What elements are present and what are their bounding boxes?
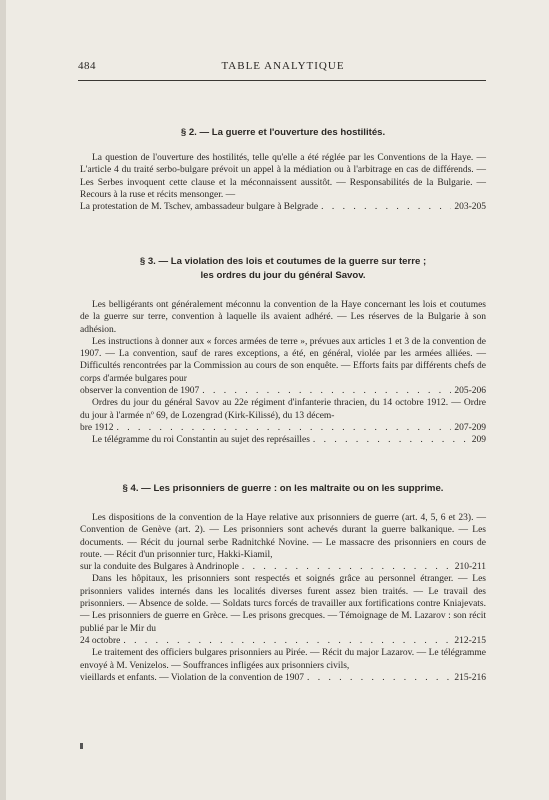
entry-pages: 203-205: [454, 202, 486, 213]
section-2: [80, 126, 486, 213]
entry-text: La protestation de M. Tschev, ambassadeur bulgare à Belgrade: [80, 202, 319, 213]
dot-leader: [307, 672, 451, 684]
running-title: TABLE ANALYTIQUE: [221, 60, 345, 72]
section-3-paragraph-2: Les instructions à donner aux « forces armées de terre », prévues aux articles 1 et 3 de la convention de 1907. — La convention, sauf de rares exceptions, a été, en général, violée par les armées alliées. — Difficultés rencontrées par la Commission au cours de son enquête. — Efforts faits par différents chefs de corps d'armée bulgares pour: [80, 336, 486, 384]
section-4-title: § 4. — Les prisonniers de guerre : on les maltraite ou on les supprime.: [122, 483, 444, 494]
dot-leader: [123, 635, 451, 647]
section-3-paragraph-3: Ordres du jour du général Savov au 22e régiment d'infanterie thracien, du 14 octobre 1912. — Ordre du jour à l'armée nº 69, de Lozengrad (Kirk-Kilissé), du 13 décem-: [80, 398, 486, 421]
entry-text: bre 1912: [80, 422, 114, 433]
section-2-title: § 2. — La guerre et l'ouverture des hostilités.: [180, 127, 386, 138]
entry-pages: 212-215: [454, 635, 486, 646]
section-3-title: [80, 255, 486, 283]
section-4-paragraph-3: Le traitement des officiers bulgares prisonniers au Pirée. — Récit du major Lazarov. — Le télégramme envoyé à M. Venizelos. — Souffrances infligées aux prisonniers civils,: [80, 648, 486, 671]
section-2-entry: [80, 201, 486, 213]
section-3: [80, 255, 486, 447]
dot-leader: [313, 434, 469, 446]
section-3-entry-2: [80, 422, 486, 434]
section-3-title-line1: § 3. — La violation des lois et coutumes de la guerre sur terre ;: [139, 256, 427, 267]
section-3-entry-1: [80, 385, 486, 397]
entry-pages: 205-206: [454, 386, 486, 397]
page-number: 484: [78, 60, 96, 72]
entry-pages: 215-216: [454, 672, 486, 683]
entry-pages: 207-209: [454, 422, 486, 433]
entry-text: 24 octobre: [80, 635, 121, 646]
entry-text: Le télégramme du roi Constantin au sujet des représailles: [92, 435, 310, 446]
section-3-title-line2: les ordres du jour du général Savov.: [200, 270, 366, 281]
section-4-paragraph-2: Dans les hôpitaux, les prisonniers sont respectés et soignés grâce au personnel étranger. — Les prisonniers valides internés dans les localités diverses furent assez bien traités. — Le travail des prisonniers. — Absence de solde. — Soldats turcs forcés de travailler aux fortifications contre Kniajevats. — Les prisonniers de guerre en Grèce. — Les prisons grecques. — Témoignage de M. Lazarov : son récit publié par le Mir du: [80, 574, 486, 634]
section-4-entry-2: [80, 635, 486, 647]
section-4-entry-3: [80, 672, 486, 684]
printer-mark: [80, 743, 83, 749]
dot-leader: [117, 422, 452, 434]
entry-pages: 209: [471, 435, 486, 446]
entry-text: vieillards et enfants. — Violation de la convention de 1907: [80, 672, 305, 683]
dot-leader: [242, 561, 452, 573]
dot-leader: [321, 201, 451, 213]
section-4-paragraph-1: Les dispositions de la convention de la Haye relative aux prisonniers de guerre (art. 4, 5, 6 et 23). — Convention de Genève (art. 2). — Les prisonniers sont achevés durant la guerre balkanique. — Les documents. — Récit du journal serbe Radnitchké Novine. — Le massacre des prisonniers en cours de route. — Récit d'un prisonnier turc, Hakki-Kiamil,: [80, 513, 486, 560]
section-4-entry-1: [80, 561, 486, 573]
page-gutter: [0, 0, 6, 800]
dot-leader: [202, 385, 451, 397]
section-4: [80, 482, 486, 684]
section-2-paragraph: La question de l'ouverture des hostilités, telle qu'elle a été réglée par les Conventions de la Haye. — L'article 4 du traité serbo-bulgare prévoit un appel à la médiation ou à l'arbitrage en cas de différends. — Les Serbes invoquent cette clause et la méconnaissent aussitôt. — Responsabilités de la Bulgarie. — Recours à la ruse et récits mensonger. —: [80, 153, 486, 200]
header-rule: [78, 80, 486, 81]
entry-pages: 210-211: [454, 562, 486, 573]
section-3-paragraph-1: Les belligérants ont généralement méconnu la convention de la Haye concernant les lois et coutumes de la guerre sur terre, convention à laquelle ils avaient adhéré. — Les réserves de la Bulgarie à son adhésion.: [80, 300, 486, 335]
section-3-entry-3: [80, 434, 486, 446]
entry-text: sur la conduite des Bulgares à Andrinople: [80, 562, 239, 573]
entry-text: observer la convention de 1907: [80, 386, 200, 397]
